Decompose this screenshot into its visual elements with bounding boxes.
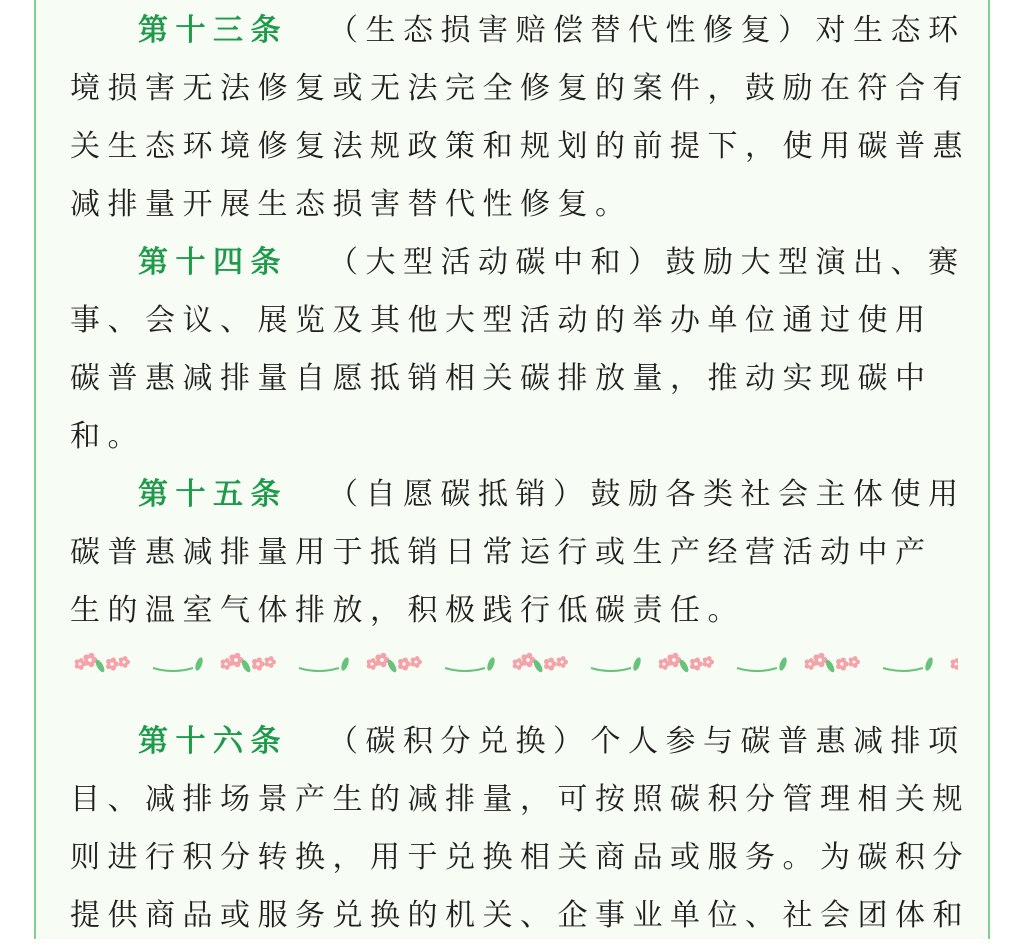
article-line: 减排量开展生态损害替代性修复。	[70, 187, 633, 222]
article-first-line: 第十六条 （碳积分兑换）个人参与碳普惠减排项	[138, 724, 966, 759]
article-first-line: 第十四条 （大型活动碳中和）鼓励大型演出、赛	[138, 245, 966, 280]
article-line: 生的温室气体排放，积极践行低碳责任。	[70, 593, 745, 628]
article-16	[70, 713, 970, 945]
article-line: 碳普惠减排量自愿抵销相关碳排放量，推动实现碳中	[70, 361, 933, 396]
article-first-line: 第十五条 （自愿碳抵销）鼓励各类社会主体使用	[138, 477, 966, 512]
article-line: 关生态环境修复法规政策和规划的前提下，使用碳普惠	[70, 129, 970, 164]
article-line: 和。	[70, 419, 145, 454]
article-line: 目、减排场景产生的减排量，可按照碳积分管理相关规	[70, 782, 970, 817]
article-number: 第十三条	[138, 13, 288, 48]
article-number: 第十五条	[138, 477, 288, 512]
article-15	[70, 466, 966, 640]
article-line: 境损害无法修复或无法完全修复的案件，鼓励在符合有	[70, 71, 970, 106]
article-number: 第十六条	[138, 724, 288, 759]
article-14	[70, 234, 966, 466]
article-line: 则进行积分转换，用于兑换相关商品或服务。为碳积分	[70, 840, 970, 875]
article-line: 提供商品或服务兑换的机关、企事业单位、社会团体和	[70, 898, 970, 933]
article-line: 事、会议、展览及其他大型活动的举办单位通过使用	[70, 303, 933, 338]
article-number: 第十四条	[138, 245, 288, 280]
article-first-line: 第十三条 （生态损害赔偿替代性修复）对生态环	[138, 13, 966, 48]
article-line: 碳普惠减排量用于抵销日常运行或生产经营活动中产	[70, 535, 933, 570]
article-13	[70, 2, 970, 234]
flower-vine-divider	[70, 652, 958, 682]
